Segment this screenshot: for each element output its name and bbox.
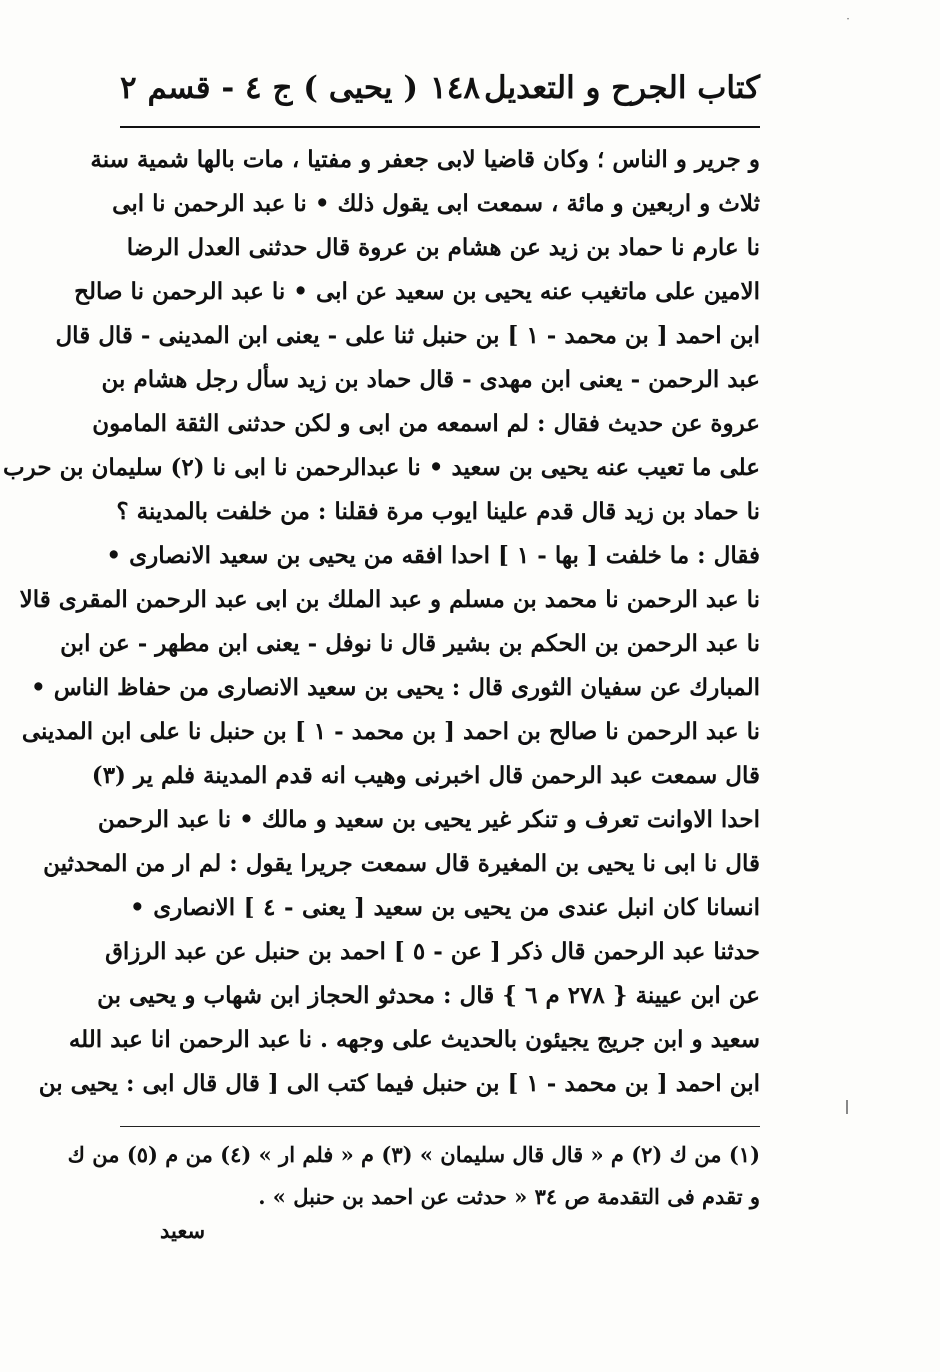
text-line: حدثنا عبد الرحمن قال ذكر [ عن - ٥ ] احمد بن حنبل عن عبد الرزاق [105,938,760,965]
text-line: انسانا كان انبل عندى من يحيى بن سعيد [ يعنى - ٤ ] الانصارى • [130,894,760,921]
text-line: نا عبد الرحمن نا صالح بن احمد [ بن محمد - ١ ] بن حنبل نا على ابن المدينى [21,718,760,745]
text-line: على ما تعيب عنه يحيى بن سعيد • نا عبدالرحمن نا ابى نا (٢) سليمان بن حرب [3,454,760,481]
text-line: نا حماد بن زيد قال قدم علينا ايوب مرة فقلنا : من خلفت بالمدينة ؟ [116,498,760,525]
catchword: سعيد [160,1218,206,1243]
text-line: نا عبد الرحمن نا محمد بن مسلم و عبد الملك بن ابى عبد الرحمن المقرى قالا [19,586,760,613]
footnote-rule [120,1126,760,1127]
volume-info: ( يحيى ) ج ٤ - قسم ٢ [120,70,419,106]
text-line: عروة عن حديث فقال : لم اسمعه من ابى و لكن حدثنى الثقة المامون [92,410,760,437]
text-line: قال سمعت عبد الرحمن قال اخبرنى وهيب انه قدم المدينة فلم ير (٣) [91,762,760,789]
text-line: قال نا ابى نا يحيى بن المغيرة قال سمعت جريرا يقول : لم ار من المحدثين [43,850,760,877]
text-line: ابن احمد [ بن محمد - ١ ] بن حنبل ثنا على - يعنى ابن المدينى - قال قال [55,322,760,349]
page-number: ١٤٨ [430,70,480,106]
text-line: و جرير و الناس ؛ وكان قاضيا لابى جعفر و مفتيا ، مات بالها شمية سنة [90,146,760,173]
text-line: المبارك عن سفيان الثورى قال : يحيى بن سعيد الانصارى من حفاظ الناس • [30,674,760,701]
corner-mark: · [846,12,850,26]
text-line: ابن احمد [ بن محمد - ١ ] بن حنبل فيما كتب الى [ قال قال ابى : يحيى بن [38,1070,760,1097]
text-line: عن ابن عيينة { ٢٧٨ م ٦ } قال : محدثو الحجاز ابن شهاب و يحيى بن [97,982,760,1009]
text-line: ثلاث و اربعين و مائة ، سمعت ابى يقول ذلك • نا عبد الرحمن نا ابى [112,190,760,217]
main-text [3,138,760,1106]
text-line: سعيد و ابن جريج يجيئون بالحديث على وجهه . نا عبد الرحمن انا عبد الله [68,1026,760,1053]
text-line: احدا الاوانت تعرف و تنكر غير يحيى بن سعيد و مالك • نا عبد الرحمن [97,806,760,833]
text-line: نا عارم نا حماد بن زيد عن هشام بن عروة قال حدثنى العدل الرضا [126,234,760,261]
header-rule [120,126,760,128]
text-line: عبد الرحمن - يعنى ابن مهدى - قال حماد بن زيد سأل رجل هشام بن [101,366,760,393]
margin-mark [846,1100,848,1114]
text-line: فقال : ما خلفت [ بها - ١ ] احدا افقه من يحيى بن سعيد الانصارى • [106,542,760,569]
text-line: نا عبد الرحمن بن الحكم بن بشير قال نا نوفل - يعنى ابن مطهر - عن ابن [60,630,760,657]
book-title: كتاب الجرح و التعديل [483,70,760,106]
footnote-line: و تقدم فى التقدمة ص ٣٤ « حدثت عن احمد بن حنبل » . [258,1184,760,1209]
footnote-line: (١) من ك (٢) م « قال قال سليمان » (٣) م « فلم ار » (٤) من م (٥) من ك [67,1142,760,1167]
text-line: الامين على ماتغيب عنه يحيى بن سعيد عن ابى • نا عبد الرحمن نا صالح [74,278,760,305]
running-header [120,70,760,118]
footnotes [67,1134,760,1218]
